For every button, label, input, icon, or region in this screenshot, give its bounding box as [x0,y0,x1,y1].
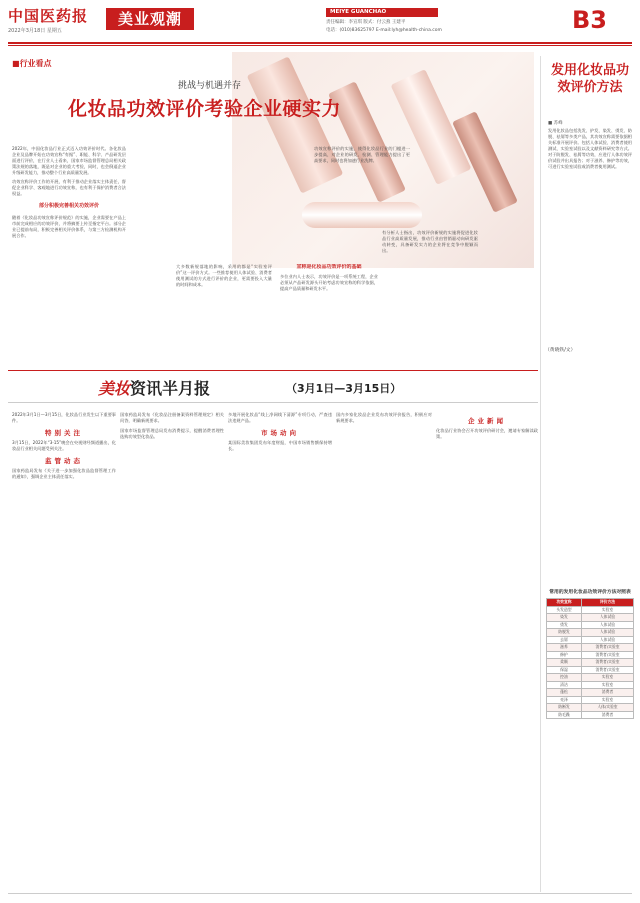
section-tab: 美业观潮 [106,8,194,30]
table-cell: 消费者 [581,711,633,719]
table-cell: 滋养 [547,644,582,652]
table-header: 评价方法 [581,599,633,607]
sidebar-author: ■ 苏峰 [548,121,563,126]
table-cell: 人体试验 [581,636,633,644]
table-cell: 实验室 [581,606,633,614]
page-number: B3 [572,6,607,34]
lead-paragraph: 功效宣称评价工作的开展，有利于推动企业落实主体责任，督促企业科学、客观地进行功效宣称，也有利于保护消费者合法权益。 [12,179,126,196]
table-header: 功效宣称 [547,599,582,607]
table-row [547,644,634,652]
briefs-column [120,412,224,882]
section-divider [8,370,538,371]
table-title: 常用的发用化妆品功效评价方法对照表 [549,590,631,595]
sidebar-paragraph: 发用化妆品包括洗发、护发、染发、烫发、防脱、祛屑等多类产品，其功效宣称需要依据相关标准开展评价。包括人体试验、消费者使用测试、实验室试验以及文献资料研究等方式。对于防脱发、祛屑等功效，应进行人体功效评价试验并出具报告；对于滋养、修护等功效，可进行实验室试验或消费者使用测试。 [548,128,632,169]
briefs-column [12,412,116,882]
table-row [547,606,634,614]
table-cell: 亮泽 [547,696,582,704]
briefs-column [436,412,538,882]
data-table [546,598,634,719]
table-row [547,704,634,712]
table-row [547,651,634,659]
article-headline: 化妆品功效评价考验企业硬实力 [68,98,342,120]
article-kicker: 挑战与机遇并存 [178,81,242,91]
article-column [314,146,410,226]
table-row [547,666,634,674]
table-cell: 防断发 [547,704,582,712]
table-cell: 保湿 [547,666,582,674]
category-heading: 监管动态 [45,457,83,465]
body-paragraph: 有分析人士指出，功效评价新规的实施将促进化妆品行业高质量发展，推动行业由营销驱动向研发驱动转变，具备研发实力的企业将在竞争中脱颖而出。 [382,230,478,253]
table-cell: 防毛躁 [547,711,582,719]
category-heading: 市场动向 [261,429,299,437]
table-cell: 染发 [547,614,582,622]
table-cell: 消费者/实验室 [581,666,633,674]
table-row [547,711,634,719]
briefs-column [336,412,432,882]
brief-item: 国内多家化妆品企业发布功效评价报告，积极应对新规要求。 [336,412,432,423]
briefs-rule [8,402,538,403]
section-subhead: 部分积极完善相关功效评价 [38,203,99,209]
table-cell: 实验室 [581,674,633,682]
table-cell: 消费者 [581,689,633,697]
table-row [547,674,634,682]
brief-item: 化妆品行业协会召开功效评价研讨会，邀请专家解读政策。 [436,428,538,439]
table-cell: 人体/实验室 [581,704,633,712]
table-row [547,629,634,637]
table-cell: 去屑 [547,636,582,644]
table-row [547,636,634,644]
table-row [547,659,634,667]
footer-rule [8,893,632,894]
table-row [547,696,634,704]
briefs-date: （3月1日—3月15日） [286,382,402,395]
sidebar-body [548,128,632,580]
table-cell: 消费者/实验室 [581,659,633,667]
brief-item: 3月15日，2022年“3·15”晚会在央视财经频道播出，化妆品行业相关问题受到关注。 [12,440,116,451]
table-cell: 柔顺 [547,659,582,667]
brief-item: 某国际美妆集团发布年度财报，中国市场销售额保持增长。 [228,440,332,451]
article-byline: （黄晓铁/文） [545,348,576,353]
brief-item: 多地开展化妆品“线上净网线下清源”专项行动，严查违法违规产品。 [228,412,332,423]
category-heading: 特别关注 [45,429,83,437]
table-cell: 防脱发 [547,629,582,637]
table-row [547,621,634,629]
table-cell: 消费者/实验室 [581,644,633,652]
briefs-title-main: 资讯半月报 [130,379,211,398]
briefs-title-prefix: 美妆 [98,379,131,398]
table-cell: 烫发 [547,621,582,629]
table-cell: 实验室 [581,681,633,689]
table-cell: 人体试验 [581,614,633,622]
body-paragraph: 大多数新规落地的影响，采用的都是“实验室评价”这一评价方式。一些推荐使用人体试验、消费者使用测试的方式进行评价的企业，更需要投入大量的时间和成本。 [176,264,272,287]
table-cell: 人体试验 [581,629,633,637]
article-column [176,264,272,358]
table-cell: 消费者/实验室 [581,651,633,659]
table-cell: 头发造型 [547,606,582,614]
header-rule [8,42,632,44]
table-cell: 清洁 [547,681,582,689]
briefs-intro: 2022年3月1日—3月15日，化妆品行业发生以下重要事件。 [12,412,116,423]
section-subhead: 宣称是化妆品功效评价的基础 [296,264,362,270]
brief-item: 国家药监局发布《化妆品注册备案资料管理规定》相关问答，明确新规要求。 [120,412,224,423]
column-divider [540,56,541,892]
table-cell: 控油 [547,674,582,682]
table-cell: 实验室 [581,696,633,704]
body-paragraph: 多位业内人士表示，功效评价是一项系统工程，企业必须从产品研发源头开始考虑功效宣称的科学依据，提高产品质量和研发水平。 [280,274,378,291]
editors-line: 责任编辑：李宣琪 版式：付云燕 王建平 [326,20,406,25]
table-row [547,681,634,689]
column-label: ■行业看点 [12,59,52,68]
category-heading: 企业新闻 [468,417,506,425]
brief-item: 国家市场监督管理总局发布消费提示，提醒消费者理性选购功效型化妆品。 [120,428,224,439]
table-cell: 蓬松 [547,689,582,697]
article-column [382,230,478,358]
issue-info: 2022年3月18日 星期五 [8,28,62,34]
briefs-column [228,412,332,882]
efficacy-table [546,588,634,719]
article-column [280,264,378,358]
square-icon: ■ [12,59,20,68]
contact-line: 电话：(010)83625797 E-mail:lyh@health-china.com [326,28,442,33]
paper-logo: 中国医药报 [8,7,89,25]
masthead [0,0,640,42]
body-paragraph: 随着《化妆品功效宣称评价规范》的实施，企业需要在产品上市前完成相应的功效评价，并将摘要上传至指定平台。部分企业已提前布局，积极完善相关评价体系，与第三方检测机构开展合作。 [12,215,126,238]
header-rule-thin [8,45,632,46]
briefs-title [98,376,210,399]
table-row [547,614,634,622]
table-row [547,689,634,697]
article-lead [12,146,126,334]
section-en-label: MEIYE GUANCHAO [326,8,438,17]
table-cell: 人体试验 [581,621,633,629]
body-paragraph: 功效宣称评价的实施，使得化妆品行业的门槛进一步提高，对企业的研发、检测、管理能力提出了更高要求，同时也将加速行业洗牌。 [314,146,410,163]
lead-paragraph: 2022年，中国化妆品行业正式迈入功效评价时代。各化妆品企业及品牌开始在功效宣称“有据”、职能、科学、产品研发层面进行评价，在行业人士看来，国家市场监督管理总局相关政策法规的落地，既是对企业的重大考验，同时，也会倒逼企业升级研发能力，推动整个行业高质量发展。 [12,146,126,175]
sidebar-title: 发用化妆品功效评价方法 [550,63,629,95]
table-cell: 修护 [547,651,582,659]
brief-item: 国家药监局发布《关于进一步加强化妆品监督管理工作的通知》，强调企业主体责任落实。 [12,468,116,479]
